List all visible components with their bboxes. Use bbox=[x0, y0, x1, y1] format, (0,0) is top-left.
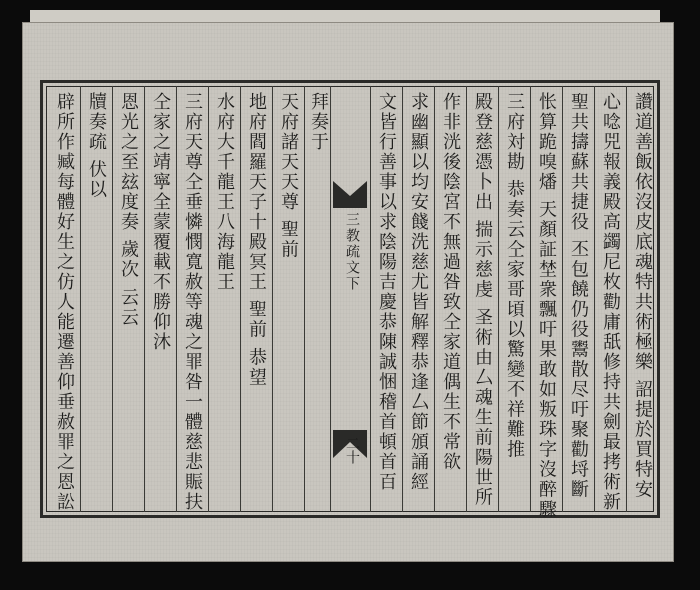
column-rule bbox=[370, 86, 371, 512]
text-column: 作非洸後陰宮不無過咎致仝家道偶生不常欲 bbox=[440, 92, 461, 472]
text-column: 水府大千龍王八海龍王 bbox=[214, 92, 235, 292]
text-column: 天府諸天天尊 聖前 bbox=[278, 92, 299, 260]
page-number: 二十 bbox=[344, 436, 360, 464]
text-column: 讚道善飯依沒皮底魂特共術極樂 詔提於買特安 bbox=[632, 92, 653, 500]
text-column: 怅算跪嗅燔 天顏証埜衆飄吁果敢如叛珠字沒醉驟 bbox=[536, 92, 557, 520]
column-rule bbox=[594, 86, 595, 512]
text-column: 地府閻羅天子十殿冥王 聖前 恭望 bbox=[246, 92, 267, 388]
column-rule bbox=[176, 86, 177, 512]
column-rule bbox=[434, 86, 435, 512]
column-rule bbox=[626, 86, 627, 512]
text-column: 三府対勘 恭奏云仝家哥頃以驚變不祥難推 bbox=[504, 92, 525, 460]
text-column: 辟所作臧每體好生之仿人能遷善仰垂赦罪之恩訟 bbox=[54, 92, 75, 512]
text-column: 聖共擣蘇共捷役 丕包饒仍役鬻散尽吁聚勸埒斷 bbox=[568, 92, 589, 500]
text-column: 牘奏疏 伏以 bbox=[86, 92, 107, 200]
center-title: 三教疏文下 bbox=[344, 212, 360, 292]
text-column: 求幽顯以均安餞洗慈尤皆解釋恭逢厶節頒誦經 bbox=[408, 92, 429, 492]
text-column: 恩光之至玆度奏 歲次 云云 bbox=[118, 92, 139, 328]
column-rule bbox=[208, 86, 209, 512]
column-rule bbox=[272, 86, 273, 512]
column-rule bbox=[402, 86, 403, 512]
column-rule bbox=[530, 86, 531, 512]
text-column: 殿登慈憑卜出 揣示慈虔 圣術由厶魂生前陽世所 bbox=[472, 92, 493, 508]
column-rule bbox=[562, 86, 563, 512]
text-column: 三府天尊仝垂憐憫寬赦等魂之罪咎一體慈悲賑扶 bbox=[182, 92, 203, 512]
text-column: 文皆行善事以求陰陽吉慶恭陳誠悃稽首頓首百 bbox=[376, 92, 397, 492]
column-rule bbox=[144, 86, 145, 512]
column-rule bbox=[240, 86, 241, 512]
text-column: 仝家之靖寧全蒙覆載不勝仰沐 bbox=[150, 92, 171, 352]
column-rule bbox=[466, 86, 467, 512]
column-rule bbox=[304, 86, 305, 512]
text-column: 心唸兕報義殿高蠲尼枚勸庸舐修持共劍最拷術新 bbox=[600, 92, 621, 512]
column-rule bbox=[498, 86, 499, 512]
column-rule bbox=[112, 86, 113, 512]
text-column: 拜奏于 bbox=[308, 92, 329, 152]
column-rule bbox=[80, 86, 81, 512]
